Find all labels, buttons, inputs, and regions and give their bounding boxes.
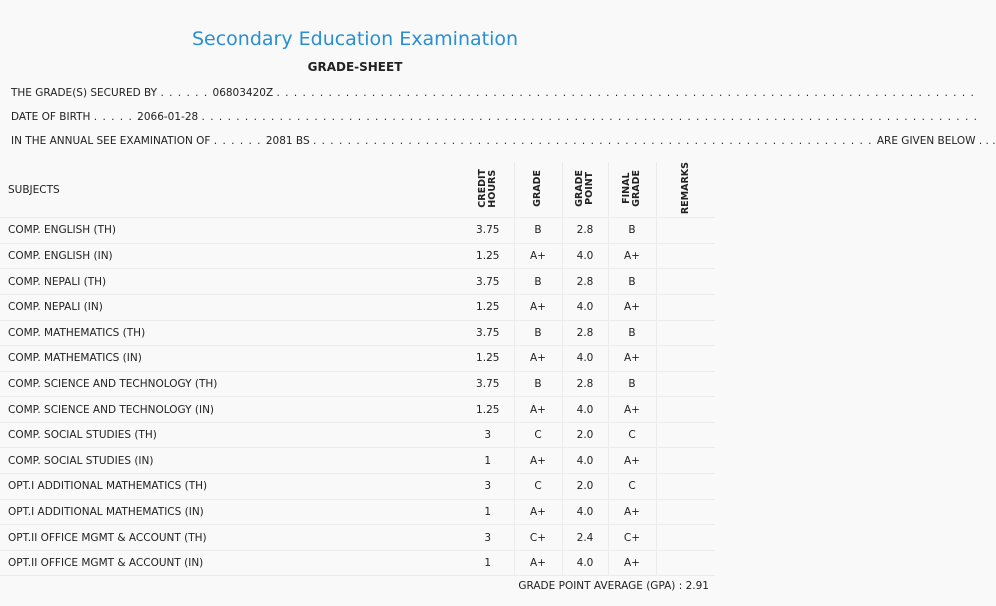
subject-cell: OPT.II OFFICE MGMT & ACCOUNT (TH) [0,525,462,551]
table-row [0,218,715,244]
table-row [0,525,715,551]
table-row [0,269,715,295]
table-row [0,448,715,474]
symbol-number: 06803420Z [212,87,274,99]
grade-point-cell: 2.8 [562,371,608,397]
exam-year: 2081 BS [265,135,310,147]
subject-cell: COMP. MATHEMATICS (TH) [0,320,462,346]
grade-point-cell: 4.0 [562,448,608,474]
grade-point-cell: 2.0 [562,422,608,448]
grade-point-cell: 2.8 [562,269,608,295]
final-grade-cell: A+ [608,346,656,372]
exam-suffix: ARE GIVEN BELOW . . . [876,135,996,147]
table-row [0,294,715,320]
subject-cell: COMP. SOCIAL STUDIES (IN) [0,448,462,474]
grades-table [0,162,715,576]
grade-point-cell: 4.0 [562,294,608,320]
remarks-cell [656,218,715,244]
final-grade-header [608,162,656,218]
credit-cell: 3 [462,422,514,448]
table-header-row [0,162,715,218]
remarks-cell [656,320,715,346]
dob-value: 2066-01-28 [137,111,199,123]
grade-cell: A+ [514,243,562,269]
grade-cell: A+ [514,448,562,474]
grade-sheet-heading: GRADE-SHEET [307,60,403,74]
credit-cell: 1.25 [462,294,514,320]
subject-cell: COMP. MATHEMATICS (IN) [0,346,462,372]
final-grade-cell: B [608,269,656,295]
credit-cell: 1.25 [462,243,514,269]
grade-point-cell: 4.0 [562,397,608,423]
credit-cell: 1.25 [462,346,514,372]
credit-cell: 3.75 [462,371,514,397]
final-grade-cell: C [608,474,656,500]
grade-cell: A+ [514,499,562,525]
final-grade-cell: B [608,371,656,397]
remarks-cell [656,294,715,320]
remarks-header [656,162,715,218]
subjects-header: SUBJECTS [0,162,462,218]
subject-cell: OPT.I ADDITIONAL MATHEMATICS (IN) [0,499,462,525]
remarks-cell [656,525,715,551]
subject-cell: OPT.II OFFICE MGMT & ACCOUNT (IN) [0,550,462,576]
grade-cell: B [514,371,562,397]
credit-cell: 3.75 [462,269,514,295]
grade-point-cell: 2.0 [562,474,608,500]
credit-cell: 1 [462,550,514,576]
final-grade-cell: B [608,218,656,244]
table-row [0,397,715,423]
remarks-cell [656,346,715,372]
table-row [0,499,715,525]
credit-hours-header [462,162,514,218]
remarks-cell [656,448,715,474]
dob-label: DATE OF BIRTH [11,111,91,123]
grade-cell: A+ [514,294,562,320]
remarks-cell [656,243,715,269]
subject-cell: COMP. ENGLISH (TH) [0,218,462,244]
credit-cell: 1 [462,499,514,525]
table-row [0,474,715,500]
final-grade-cell: A+ [608,448,656,474]
final-grade-header-label: FINAL GRADE [621,169,642,207]
remarks-cell [656,499,715,525]
grade-cell: A+ [514,346,562,372]
credit-hours-header-label: CREDIT HOURS [476,168,498,208]
grade-header [514,162,562,218]
grade-point-cell: 4.0 [562,499,608,525]
grade-point-cell: 2.8 [562,218,608,244]
table-row [0,422,715,448]
grade-cell: A+ [514,397,562,423]
gpa-value: 2.91 [685,580,709,592]
remarks-cell [656,371,715,397]
grade-point-header-label: GRADE POINT [574,169,595,207]
grade-point-cell: 2.4 [562,525,608,551]
final-grade-cell: C+ [608,525,656,551]
table-row [0,243,715,269]
grade-cell: C [514,474,562,500]
gpa-summary [518,580,709,592]
grade-point-header [562,162,608,218]
credit-cell: 1.25 [462,397,514,423]
final-grade-cell: A+ [608,397,656,423]
grade-point-cell: 4.0 [562,243,608,269]
final-grade-cell: B [608,320,656,346]
gpa-label: GRADE POINT AVERAGE (GPA) : [518,580,683,592]
remarks-cell [656,422,715,448]
remarks-cell [656,550,715,576]
final-grade-cell: A+ [608,499,656,525]
remarks-cell [656,474,715,500]
final-grade-cell: A+ [608,550,656,576]
credit-cell: 3 [462,525,514,551]
remarks-cell [656,397,715,423]
grade-cell: C [514,422,562,448]
grade-cell: B [514,320,562,346]
table-row [0,320,715,346]
secured-by-line: THE GRADE(S) SECURED BY . . . . . . 06803420Z . . . . . . . . . . . . . . . . . . . . . . . . . . . . . . . . . . . . . . . . . . . . . . . . . . . . . . . . . . . . . . . . . . . . . . . . . . . . . . . . . [11,87,975,99]
final-grade-cell: A+ [608,294,656,320]
credit-cell: 3.75 [462,218,514,244]
exam-title: Secondary Education Examination [191,28,519,50]
final-grade-cell: C [608,422,656,448]
table-row [0,550,715,576]
exam-label: IN THE ANNUAL SEE EXAMINATION OF [11,135,211,147]
credit-cell: 3 [462,474,514,500]
grade-cell: A+ [514,550,562,576]
grade-cell: B [514,218,562,244]
remarks-cell [656,269,715,295]
dob-line: DATE OF BIRTH . . . . . 2066-01-28 . . . . . . . . . . . . . . . . . . . . . . . . . . . . . . . . . . . . . . . . . . . . . . . . . . . . . . . . . . . . . . . . . . . . . . . . . . . . . . . . . . . . . . . . . . [11,111,978,123]
subject-cell: COMP. SOCIAL STUDIES (TH) [0,422,462,448]
grade-header-label: GRADE [532,169,543,207]
grade-cell: C+ [514,525,562,551]
table-row [0,371,715,397]
final-grade-cell: A+ [608,243,656,269]
subject-cell: OPT.I ADDITIONAL MATHEMATICS (TH) [0,474,462,500]
credit-cell: 3.75 [462,320,514,346]
remarks-header-label: REMARKS [679,162,691,215]
grade-point-cell: 4.0 [562,550,608,576]
subject-cell: COMP. SCIENCE AND TECHNOLOGY (TH) [0,371,462,397]
grade-cell: B [514,269,562,295]
secured-by-label: THE GRADE(S) SECURED BY [11,87,158,99]
grade-point-cell: 2.8 [562,320,608,346]
table-row [0,346,715,372]
grade-point-cell: 4.0 [562,346,608,372]
subject-cell: COMP. SCIENCE AND TECHNOLOGY (IN) [0,397,462,423]
subject-cell: COMP. NEPALI (TH) [0,269,462,295]
credit-cell: 1 [462,448,514,474]
exam-line: IN THE ANNUAL SEE EXAMINATION OF . . . . . . 2081 BS . . . . . . . . . . . . . . . . . . . . . . . . . . . . . . . . . . . . . . . . . . . . . . . . . . . . . . . . . . . . . . . . . ARE GIVEN BELOW . . . [11,135,996,147]
subject-cell: COMP. ENGLISH (IN) [0,243,462,269]
subject-cell: COMP. NEPALI (IN) [0,294,462,320]
